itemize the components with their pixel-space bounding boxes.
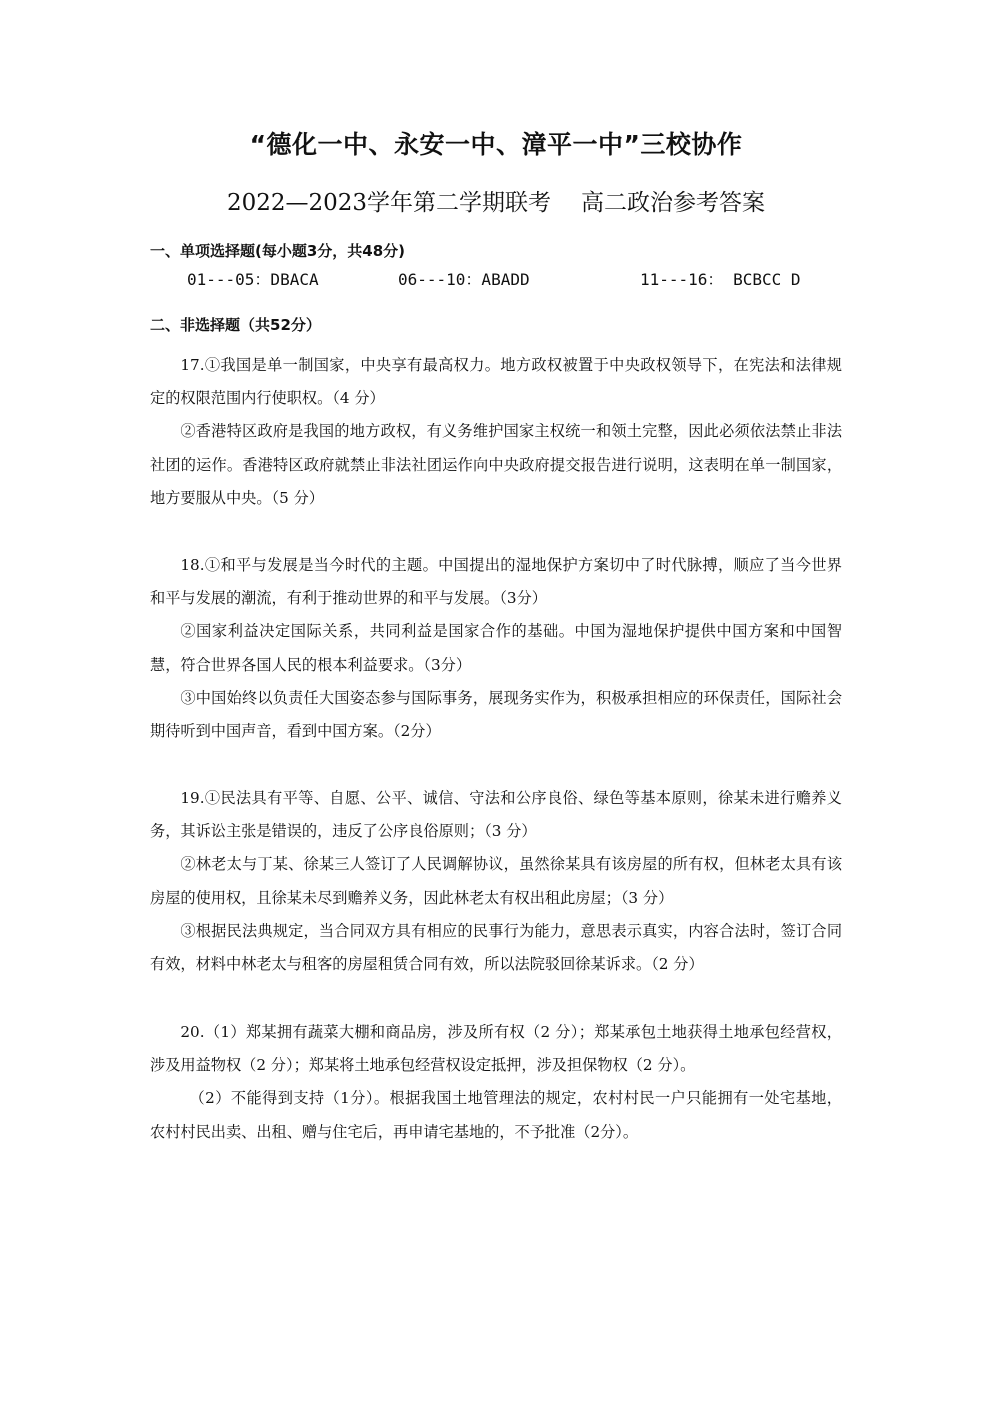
q20-part-1: 20.（1）郑某拥有蔬菜大棚和商品房，涉及所有权（2 分）；郑某承包土地获得土地承包经营权，涉及用益物权（2 分）；郑某将土地承包经营权设定抵押，涉及担保物权（2 分）。 [150, 1023, 842, 1075]
question-19-answer [150, 782, 842, 981]
question-18-answer [150, 549, 842, 748]
question-17-answer [150, 349, 842, 515]
q19-point-2: ②林老太与丁某、徐某三人签订了人民调解协议，虽然徐某具有该房屋的所有权，但林老太具有该房屋的使用权，且徐某未尽到赡养义务，因此林老太有权出租此房屋；（3 分） [150, 855, 842, 907]
q18-point-3: ③中国始终以负责任大国姿态参与国际事务，展现务实作为，积极承担相应的环保责任，国际社会期待听到中国声音，看到中国方案。（2分） [150, 688, 842, 741]
q19-point-3: ③根据民法典规定，当合同双方具有相应的民事行为能力，意思表示真实，内容合法时，签订合同有效，材料中林老太与租客的房屋租赁合同有效，所以法院驳回徐某诉求。（2 分） [150, 921, 842, 974]
q17-point-2: ②香港特区政府是我国的地方政权，有义务维护国家主权统一和领土完整，因此必须依法禁止非法社团的运作。香港特区政府就禁止非法社团运作向中央政府提交报告进行说明，这表明在单一制国家，地方要服从中央。（5 分） [150, 422, 842, 507]
question-20-answer [150, 1016, 842, 1149]
q18-point-1: 18.①和平与发展是当今时代的主题。中国提出的湿地保护方案切中了时代脉搏，顺应了当今世界和平与发展的潮流，有利于推动世界的和平与发展。（3分） [150, 556, 842, 608]
answer-group-11-16: 11---16： BCBCC D [640, 270, 801, 289]
choice-answers-row [0, 268, 992, 292]
subtitle-exam-term: 2022—2023学年第二学期联考 [226, 190, 552, 216]
q20-part-2: （2）不能得到支持（1分）。根据我国土地管理法的规定，农村村民一户只能拥有一处宅基地， 农村村民出卖、出租、赠与住宅后，再申请宅基地的，不予批准（2分）。 [150, 1089, 842, 1141]
document-subtitle [0, 186, 992, 220]
document-title: “德化一中、永安一中、漳平一中”三校协作 [249, 130, 743, 159]
answer-group-6-10: 06---10：ABADD [398, 270, 530, 289]
q19-point-1: 19.①民法具有平等、自愿、公平、诚信、守法和公序良俗、绿色等基本原则，徐某未进行赡养义务，其诉讼主张是错误的，违反了公序良俗原则；（3 分） [150, 789, 842, 841]
section-heading-nonchoice: 二、非选择题（共52分） [150, 316, 321, 334]
subtitle-subject: 高二政治参考答案 [581, 190, 766, 216]
section-heading-choice: 一、单项选择题(每小题3分，共48分) [150, 242, 406, 260]
q18-point-2: ②国家利益决定国际关系，共同利益是国家合作的基础。中国为湿地保护提供中国方案和中国智慧，符合世界各国人民的根本利益要求。（3分） [150, 622, 842, 674]
q17-point-1: 17.①我国是单一制国家，中央享有最高权力。地方政权被置于中央政权领导下，在宪法和法律规定的权限范围内行使职权。（4 分） [150, 356, 842, 408]
answer-group-1-5: 01---05：DBACA [187, 270, 319, 289]
